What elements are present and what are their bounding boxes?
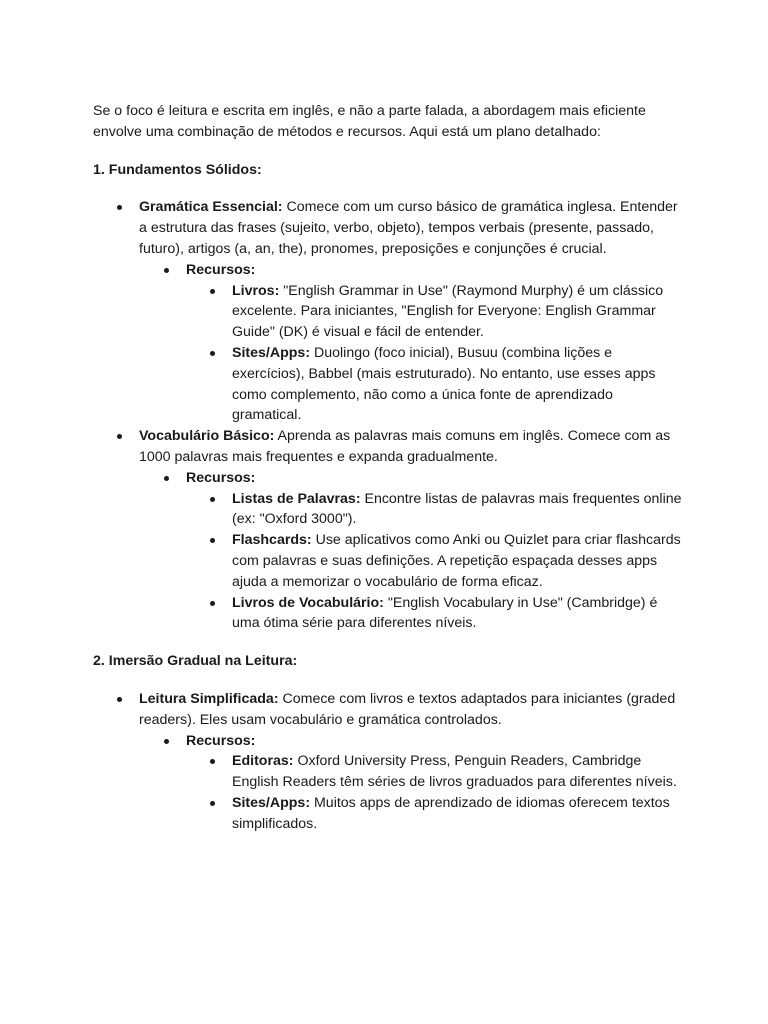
list-item-flashcards (186, 530, 683, 592)
item-text: Duolingo (foco inicial), Busuu (combina lições e exercícios), Babbel (mais estruturado). No entanto, use esses apps como complemento, não como a única fonte de aprendizado gramatical. (232, 344, 656, 424)
bullet-icon (210, 497, 215, 502)
item-text: Comece com um curso básico de gramática inglesa. Entender a estrutura das frases (sujeito, verbo, objeto), tempos verbais (presente, passado, futuro), artigos (a, an, the), pronomes, preposições e conjunções é crucial. (139, 199, 678, 257)
bullet-icon (210, 289, 215, 294)
item-text: Use aplicativos como Anki ou Quizlet para criar flashcards com palavras e suas definições. A repetição espaçada desses apps ajuda a memorizar o vocabulário de forma eficaz. (232, 532, 681, 590)
list-item-sites-apps (186, 793, 683, 835)
item-label: Editoras: (232, 753, 294, 770)
item-label: Livros: (232, 282, 280, 299)
item-label: Recursos: (186, 261, 256, 278)
bullet-icon (117, 205, 122, 210)
resource-list (186, 281, 683, 427)
resource-list (186, 489, 683, 635)
item-text: Muitos apps de aprendizado de idiomas oferecem textos simplificados. (232, 794, 670, 832)
item-label: Sites/Apps: (232, 344, 311, 361)
list-item-recursos (139, 260, 683, 426)
bullet-icon (210, 538, 215, 543)
item-text: Oxford University Press, Penguin Readers, Cambridge English Readers têm séries de livros graduados para diferentes níveis. (232, 753, 677, 791)
item-label: Sites/Apps: (232, 794, 311, 811)
resource-list (186, 751, 683, 834)
bullet-icon (117, 697, 122, 702)
bullet-icon (164, 476, 169, 481)
sub-list (139, 731, 683, 835)
list-item-recursos (139, 731, 683, 835)
list-item-sites-apps (186, 343, 683, 426)
list-item-editoras (186, 751, 683, 793)
item-label: Leitura Simplificada: (139, 690, 279, 707)
section-1-title: 1. Fundamentos Sólidos: (93, 161, 262, 178)
item-label: Recursos: (186, 732, 256, 749)
list-item-gramatica (93, 197, 683, 426)
bullet-icon (210, 801, 215, 806)
document-page (93, 101, 683, 835)
list-item-recursos (139, 468, 683, 634)
sub-list (139, 260, 683, 426)
list-item-vocabulario (93, 426, 683, 634)
list-item-livros-vocabulario (186, 593, 683, 635)
section-1-list (93, 197, 683, 634)
section-2-list (93, 689, 683, 835)
bullet-icon (164, 268, 169, 273)
intro-paragraph: Se o foco é leitura e escrita em inglês, e não a parte falada, a abordagem mais eficiente envolve uma combinação de métodos e recursos. Aqui está um plano detalhado: (93, 103, 646, 140)
item-label: Vocabulário Básico: (139, 428, 275, 445)
section-2-title: 2. Imersão Gradual na Leitura: (93, 653, 298, 670)
bullet-icon (210, 601, 215, 606)
item-text: Aprenda as palavras mais comuns em inglês. Comece com as 1000 palavras mais frequentes e expanda gradualmente. (139, 428, 671, 465)
item-label: Flashcards: (232, 532, 312, 549)
item-text: Encontre listas de palavras mais frequentes online (ex: "Oxford 3000"). (232, 490, 682, 528)
bullet-icon (117, 434, 122, 439)
item-text: "English Vocabulary in Use" (Cambridge) é uma ótima série para diferentes níveis. (232, 594, 658, 632)
item-label: Gramática Essencial: (139, 199, 283, 216)
list-item-livros (186, 281, 683, 343)
item-text: "English Grammar in Use" (Raymond Murphy) é um clássico excelente. Para iniciantes, "English for Everyone: English Grammar Guide" (DK) é visual e fácil de entender. (232, 282, 664, 341)
item-label: Livros de Vocabulário: (232, 594, 384, 611)
item-text: Comece com livros e textos adaptados para iniciantes (graded readers). Eles usam vocabulário e gramática controlados. (139, 690, 676, 728)
list-item-leitura-simplificada (93, 689, 683, 835)
bullet-icon (210, 351, 215, 356)
list-item-listas (186, 489, 683, 531)
bullet-icon (164, 739, 169, 744)
item-label: Recursos: (186, 469, 256, 486)
sub-list (139, 468, 683, 634)
bullet-icon (210, 759, 215, 764)
item-label: Listas de Palavras: (232, 490, 361, 507)
